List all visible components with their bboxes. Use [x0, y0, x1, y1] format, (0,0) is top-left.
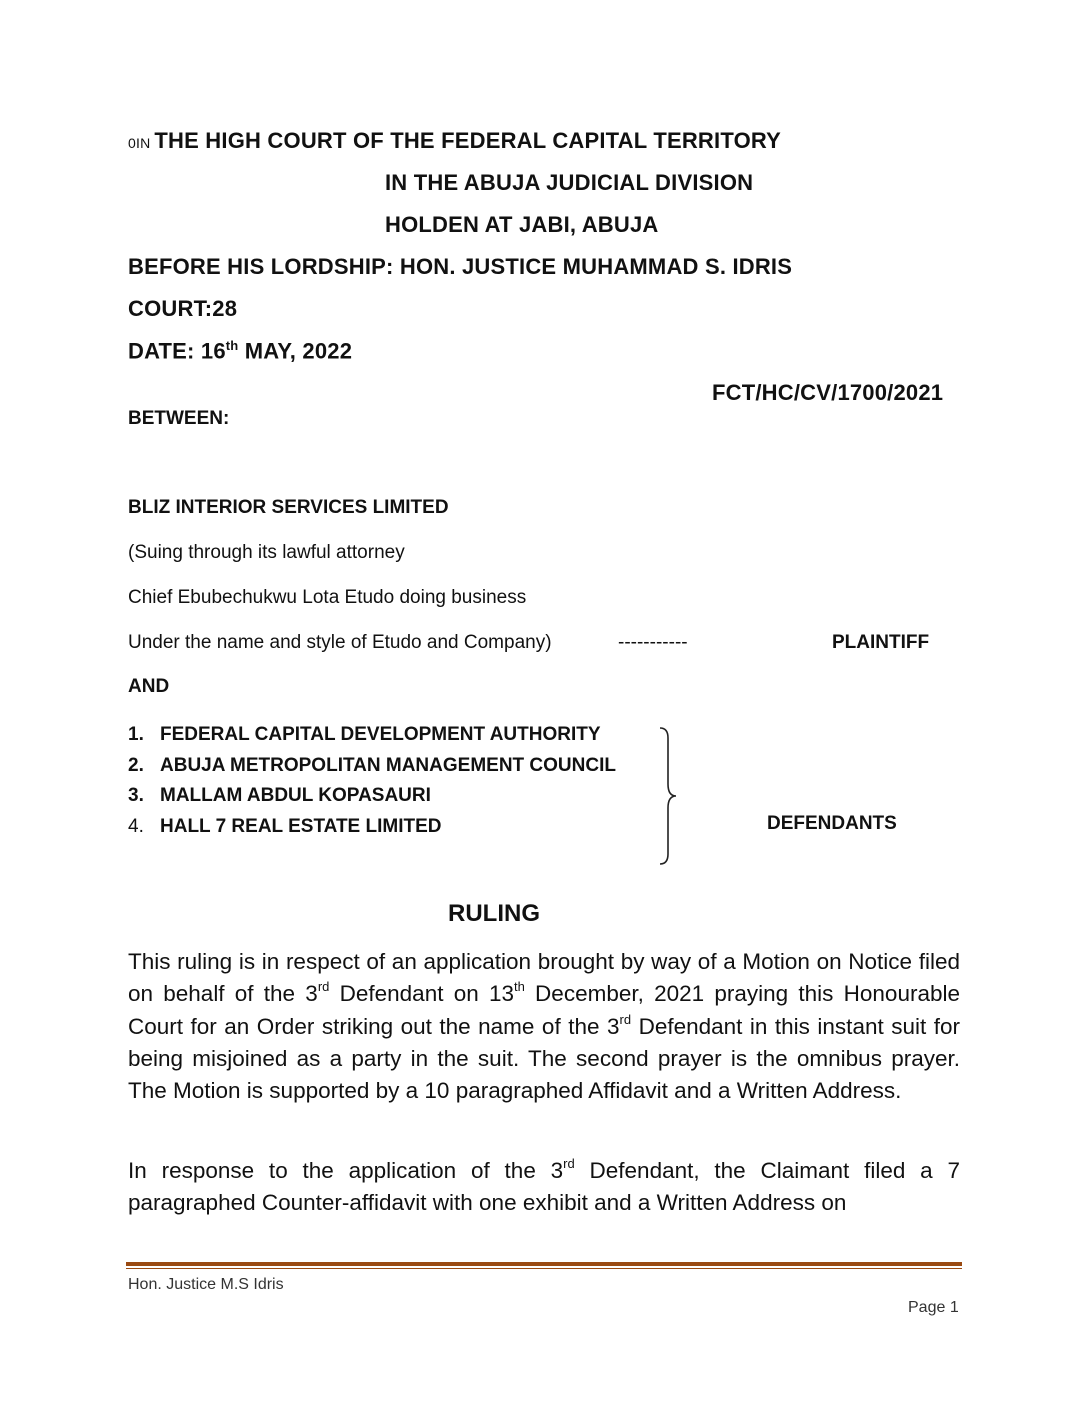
page-number: Page 1: [908, 1299, 959, 1316]
defendant-item: [128, 751, 616, 782]
paragraph-text: Defendant on 13: [329, 981, 514, 1007]
before-line: BEFORE HIS LORDSHIP: HON. JUSTICE MUHAMMAD S. IDRIS: [128, 254, 793, 279]
date-sup: th: [225, 338, 239, 353]
defendant-number: 1.: [128, 724, 144, 745]
plaintiff-name: BLIZ INTERIOR SERVICES LIMITED: [128, 497, 449, 518]
defendant-number: 3.: [128, 785, 144, 806]
ordinal-sup: rd: [317, 979, 330, 995]
footer-rule-thick: [126, 1262, 962, 1266]
footer-rule-thin: [126, 1268, 962, 1269]
date-suffix: MAY, 2022: [238, 338, 353, 364]
division-line: IN THE ABUJA JUDICIAL DIVISION: [385, 170, 754, 195]
paragraph-text: December, 2021 praying this Honourable Court for an Order striking out the name of the 3: [128, 981, 960, 1039]
between-label: BETWEEN:: [128, 408, 230, 429]
defendant-item: [128, 812, 616, 843]
holden-line: HOLDEN AT JABI, ABUJA: [385, 212, 659, 237]
paragraph-text: Defendant, the Claimant filed a 7 paragraphed Counter-affidavit with one exhibit and a Written Address on: [128, 1158, 961, 1216]
plaintiff-role: PLAINTIFF: [832, 632, 930, 653]
defendant-name: MALLAM ABDUL KOPASAURI: [160, 785, 431, 806]
and-label: AND: [128, 676, 170, 697]
footer-author: Hon. Justice M.S Idris: [128, 1276, 284, 1293]
court-number: COURT:28: [128, 296, 238, 321]
defendants-role: DEFENDANTS: [767, 813, 897, 834]
defendant-name: ABUJA METROPOLITAN MANAGEMENT COUNCIL: [160, 754, 616, 776]
defendants-list: [128, 720, 616, 842]
ruling-paragraph-1: [128, 946, 960, 1107]
ruling-date: [128, 338, 352, 364]
paragraph-text: Defendant in this instant suit for being misjoined as a party in the suit. The second prayer is the omnibus prayer. The Motion is supported by a 10 paragraphed Affidavit and a Written Address.: [128, 1013, 960, 1104]
defendant-number: 2.: [128, 754, 144, 776]
suit-number: FCT/HC/CV/1700/2021: [712, 380, 944, 405]
heading-prefix: 0IN: [128, 135, 151, 151]
paragraph-text: In response to the application of the 3: [128, 1158, 564, 1183]
curly-brace-icon: [656, 726, 684, 866]
defendant-item: [128, 781, 616, 812]
plaintiff-line-3: Under the name and style of Etudo and Company): [128, 632, 552, 653]
paragraph-text: This ruling is in respect of an application brought by way of a Motion on Notice filed on behalf of the 3: [128, 949, 960, 1007]
ordinal-sup: rd: [563, 1156, 575, 1171]
ordinal-sup: th: [513, 979, 525, 995]
court-heading: [128, 128, 781, 154]
defendant-name: FEDERAL CAPITAL DEVELOPMENT AUTHORITY: [160, 724, 601, 745]
ruling-title: RULING: [448, 900, 540, 927]
plaintiff-dashes: -----------: [618, 632, 688, 653]
plaintiff-line-1: (Suing through its lawful attorney: [128, 542, 405, 563]
defendant-item: [128, 720, 616, 751]
defendant-number: 4.: [128, 815, 144, 837]
plaintiff-line-2: Chief Ebubechukwu Lota Etudo doing business: [128, 587, 527, 608]
ruling-paragraph-2: [128, 1155, 960, 1220]
court-name: THE HIGH COURT OF THE FEDERAL CAPITAL TERRITORY: [154, 128, 782, 153]
defendant-name: HALL 7 REAL ESTATE LIMITED: [160, 815, 442, 837]
ordinal-sup: rd: [619, 1011, 632, 1027]
date-prefix: DATE: 16: [128, 338, 226, 364]
